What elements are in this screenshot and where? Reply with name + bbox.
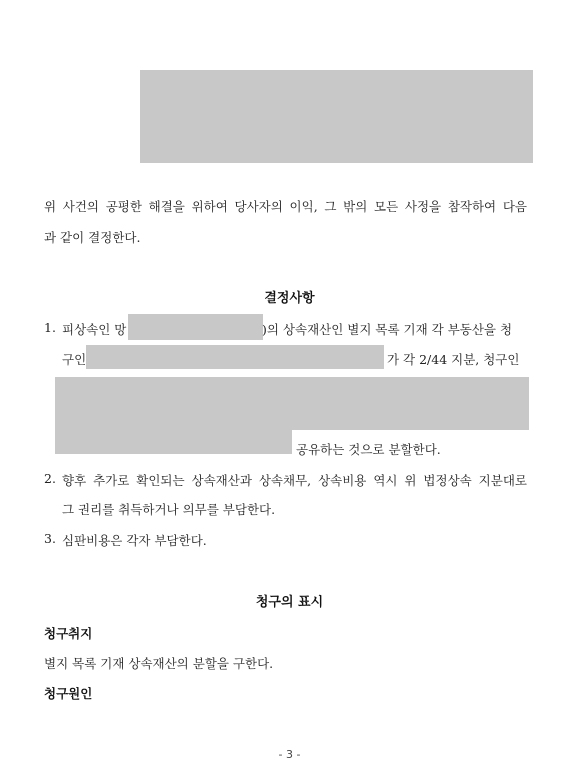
redacted-claimant-names xyxy=(86,345,384,369)
decision-item-2-line-1: 향후 추가로 확인되는 상속재산과 상속채무, 상속비용 역시 위 법정상속 지분대로 xyxy=(62,473,527,488)
preamble-line-1: 위 사건의 공평한 해결을 위하여 당사자의 이익, 그 밖의 모든 사정을 참작하여 다음 xyxy=(44,199,527,214)
redacted-share-details-2 xyxy=(55,430,292,454)
decision-item-1-number: 1. xyxy=(44,320,56,335)
redacted-decedent-name xyxy=(128,314,263,340)
decision-item-1-suffix: )의 상속재산인 별지 목록 기재 각 부동산을 청 xyxy=(262,322,513,337)
claim-cause-heading: 청구원인 xyxy=(44,686,93,701)
decision-item-2-line-2: 그 권리를 취득하거나 의무를 부담한다. xyxy=(62,502,276,517)
claim-purpose-heading: 청구취지 xyxy=(44,626,93,641)
preamble-line-2: 과 같이 결정한다. xyxy=(44,230,141,245)
decision-item-1-conclusion: 공유하는 것으로 분할한다. xyxy=(296,442,441,457)
decision-item-3-number: 3. xyxy=(44,531,56,546)
decision-heading: 결정사항 xyxy=(264,291,315,306)
decision-item-1-share: 가 각 2/44 지분, 청구인 xyxy=(387,352,520,367)
page-number: - 3 - xyxy=(278,748,301,761)
claim-purpose-text: 별지 목록 기재 상속재산의 분할을 구한다. xyxy=(44,656,274,671)
redacted-share-details xyxy=(55,377,529,430)
decision-item-1-prefix: 피상속인 망 xyxy=(62,322,127,337)
claim-heading: 청구의 표시 xyxy=(255,595,324,610)
decision-item-2-number: 2. xyxy=(44,471,56,486)
decision-item-1-claimant-label: 구인 xyxy=(62,352,87,367)
decision-item-3-text: 심판비용은 각자 부담한다. xyxy=(62,533,207,548)
redacted-block-top xyxy=(140,70,533,163)
